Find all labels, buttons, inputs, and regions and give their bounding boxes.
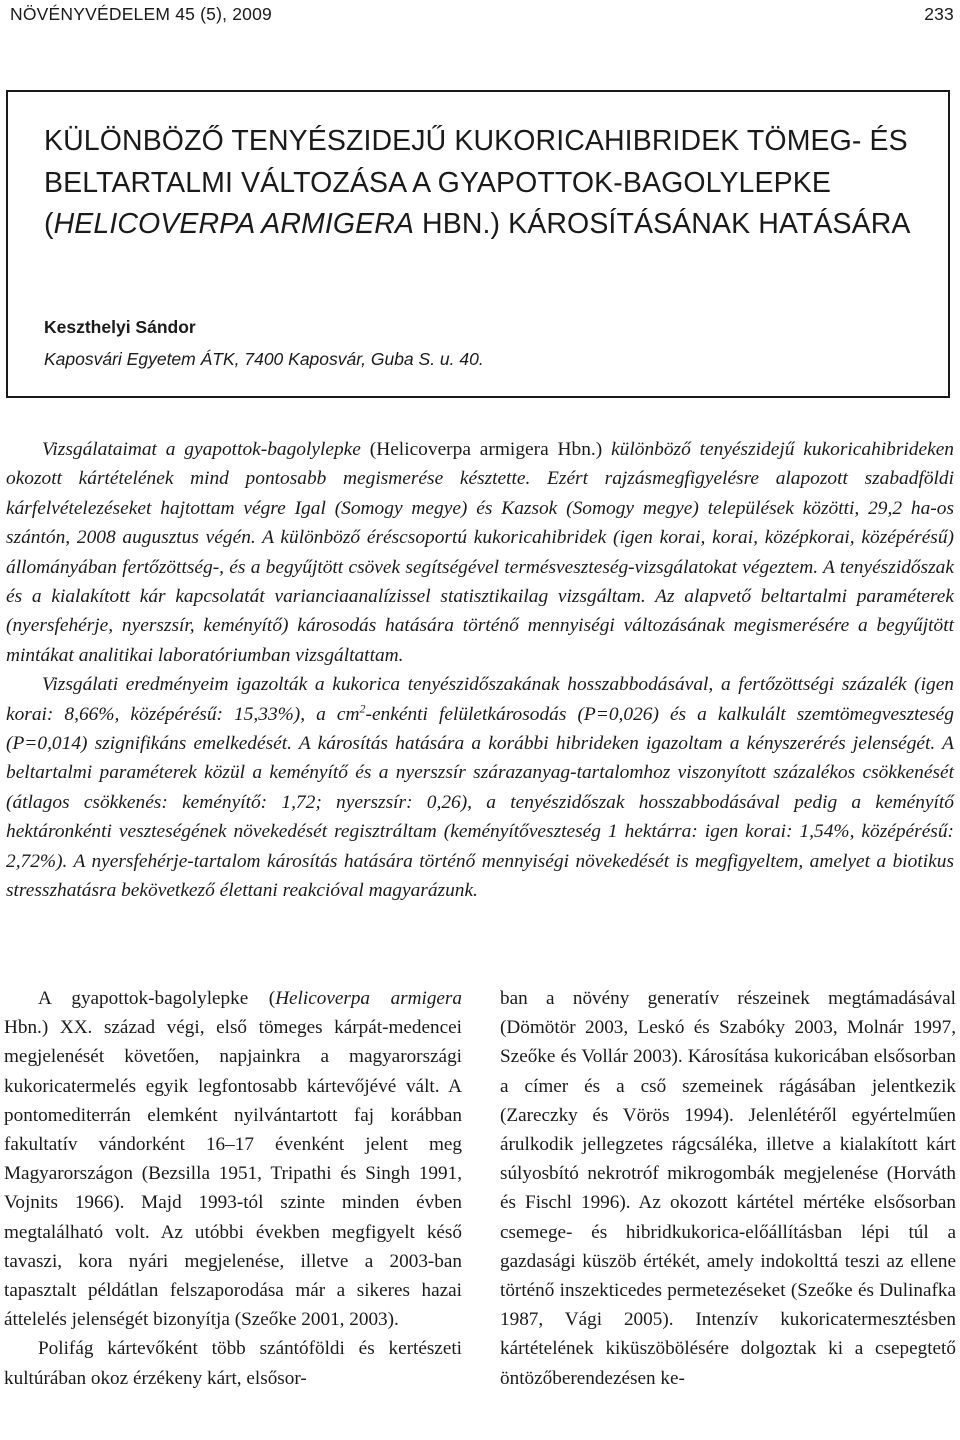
title-species-name: HELICOVERPA ARMIGERA xyxy=(53,208,415,240)
title-box xyxy=(6,90,950,398)
body-paragraph xyxy=(4,984,462,1334)
body-column-left xyxy=(4,984,462,1393)
body-species-name: Helicoverpa armigera xyxy=(275,988,462,1009)
title-part-1: KÜLÖNBÖZŐ TENYÉSZIDEJŰ KUKORICAHIBRIDEK TÖMEG- ÉS BELTARTALMI VÁLTOZÁSA A GYAPOTTOK-BAGOLYLEPKE ( xyxy=(44,125,908,240)
author-affiliation: Kaposvári Egyetem ÁTK, 7400 Kaposvár, Guba S. u. 40. xyxy=(44,349,484,369)
abstract xyxy=(6,435,954,906)
title-part-2: HBN.) KÁROSÍTÁSÁNAK HATÁSÁRA xyxy=(414,208,911,240)
abstract-p2-rest: -enkénti felületkárosodás (P=0,026) és a kalkulált szemtömegveszteség (P=0,014) szignifikáns emelkedését. A károsítás hatására a korábbi hibrideken igazoltam a kényszerérés jelenségét. A beltartalmi paraméterek közül a keményítő és a nyerszsír szárazanyag-tartalomhoz viszonyított százalékos csökkenését (átlagos csökkenés: keményítő: 1,72; nyerszsír: 0,26), a tenyészidőszak hosszabbodásával pedig a keményítő hektáronkénti veszteségének növekedését regisztráltam (keményítőveszteség 1 hektárra: igen korai: 1,54%, középérésű: 2,72%). A nyersfehérje-tartalom károsítás hatására történő mennyiségi növekedését is megfigyeltem, amelyet a biotikus stresszhatásra bekövetkező élettani reakcióval magyarázunk. xyxy=(6,703,954,902)
abstract-p1-rest: különböző tenyészidejű kukoricahibrideken okozott kártételének mind pontosabb megismerése késztette. Ezért rajzásmegfigyelésre alapozott szabadföldi kárfelvételezéseket hajtottam végre Igal (Somogy megye) és Kazsok (Somogy megye) települések közötti, 29,2 ha-os szántón, 2008 augusztus végén. A különböző éréscsoportú kukoricahibridek (igen korai, korai, középkorai, középérésű) állományában fertőzöttség-, és a begyűjtött csövek segítségével termésveszteség-vizsgálatokat végeztem. A tenyészidőszak és a kialakított kár kapcsolatát varianciaanalízissel statisztikailag vizsgáltam. Az alapvető beltartalmi paraméterek (nyersfehérje, nyerszsír, keményítő) károsodás hatására történő mennyiségi változásának megismerésére a begyűjtött mintákat analitikai laboratóriumban vizsgáltattam. xyxy=(6,439,954,666)
body-paragraph: ban a növény generatív részeinek megtámadásával (Dömötör 2003, Leskó és Szabóky 2003, Molnár 1997, Szeőke és Vollár 2003). Károsítása kukoricában elsősorban a címer és a cső szemeinek rágásában jelentkezik (Zareczky és Vörös 1994). Jelenlétéről egyértelműen árulkodik jellegzetes rágcsáléka, illetve a kialakított kárt súlyosbító nekrotróf mikrogombák megjelenése (Horváth és Fischl 1996). Az okozott kártétel mértéke elsősorban csemege- és hibridkukorica-előállításban lépi túl a gazdasági küszöb értékét, amely indokolttá teszi az ellene történő inszekticedes permetezéseket (Szeőke és Dulinafka 1987, Vági 2005). Intenzív kukoricatermesztésben kártételének kiküszöbölésére dolgoztak ki a csepegtető öntözőberendezésen ke- xyxy=(500,988,956,1389)
abstract-p1-start: Vizsgálataimat a gyapottok-bagolylepke xyxy=(42,439,370,460)
journal-citation: NÖVÉNYVÉDELEM 45 (5), 2009 xyxy=(10,4,272,24)
abstract-p2-superscript: 2 xyxy=(359,701,366,716)
author-name: Keszthelyi Sándor xyxy=(44,317,196,337)
running-head xyxy=(10,4,954,28)
page-number: 233 xyxy=(924,4,954,24)
abstract-paragraph-1 xyxy=(6,435,954,670)
body-left-p1-rest: Hbn.) XX. század végi, első tömeges kárpát-medencei megjelenését követően, napjainkra a magyarországi kukoricatermelés egyik legfontosabb kártevőjévé vált. A pontomediterrán elemként nyilvántartott faj korábban fakultatív vándorként 16–17 évenként jelent meg Magyarországon (Bezsilla 1951, Tripathi és Singh 1991, Vojnits 1966). Majd 1993-tól szinte minden évben megtalálható volt. Az utóbbi években megfigyelt késő tavaszi, kora nyári megjelenése, illetve a 2003-ban tapasztalt példátlan felszaporodása már a sikeres hazai áttelelés jelenségét bizonyítja (Szeőke 2001, 2003). xyxy=(4,1017,462,1331)
body-left-p1-start: A gyapottok-bagolylepke ( xyxy=(38,988,276,1009)
body-column-right xyxy=(500,984,956,1393)
abstract-species-name: (Helicoverpa armigera Hbn.) xyxy=(369,439,603,460)
abstract-p2-start: Vizsgálati eredményeim igazolták a kukorica tenyészidőszakának hosszabbodásával, a fertőzöttségi százalék (igen korai: 8,66%, középérésű: 15,33%), a cm xyxy=(6,674,954,725)
abstract-paragraph-2 xyxy=(6,670,954,905)
body-paragraph: Polifág kártevőként több szántóföldi és kertészeti kultúrában okoz érzékeny kárt, elsősor- xyxy=(4,1338,462,1389)
article-title xyxy=(44,121,924,246)
